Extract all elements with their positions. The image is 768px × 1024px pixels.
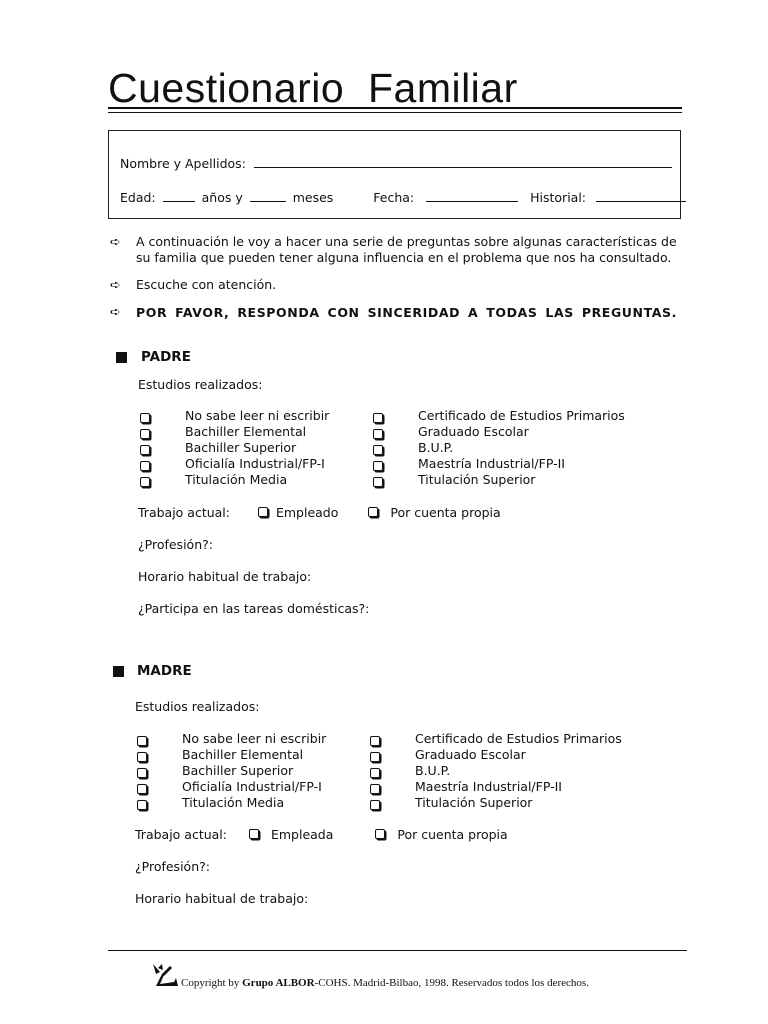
study-option: Certificado de Estudios Primarios bbox=[415, 731, 622, 746]
checkbox-icon[interactable] bbox=[140, 429, 150, 439]
copyright-text bbox=[181, 977, 589, 989]
work-option-self: Por cuenta propia bbox=[390, 505, 501, 520]
checkbox-icon[interactable] bbox=[373, 461, 383, 471]
checkbox-icon[interactable] bbox=[370, 752, 380, 762]
months-label: meses bbox=[292, 190, 334, 205]
madre-schedule: Horario habitual de trabajo: bbox=[135, 891, 309, 906]
checkbox-icon[interactable] bbox=[258, 507, 268, 517]
study-option: Oficialía Industrial/FP-I bbox=[185, 456, 325, 471]
madre-work-row bbox=[135, 827, 508, 842]
work-label: Trabajo actual: bbox=[135, 827, 227, 842]
study-option: Titulación Superior bbox=[418, 472, 536, 487]
albor-logo-icon bbox=[150, 962, 180, 994]
study-option: Bachiller Superior bbox=[182, 763, 294, 778]
study-option: Graduado Escolar bbox=[415, 747, 526, 762]
arrow-right-icon: ➪ bbox=[110, 305, 121, 320]
checkbox-icon[interactable] bbox=[370, 768, 380, 778]
checkbox-icon[interactable] bbox=[373, 477, 383, 487]
instruction-3: POR FAVOR, RESPONDA CON SINCERIDAD A TODAS LAS PREGUNTAS. bbox=[136, 305, 677, 320]
study-option: Graduado Escolar bbox=[418, 424, 529, 439]
checkbox-icon[interactable] bbox=[137, 736, 147, 746]
checkbox-icon[interactable] bbox=[140, 477, 150, 487]
checkbox-icon[interactable] bbox=[370, 736, 380, 746]
study-option: B.U.P. bbox=[415, 763, 451, 778]
study-option: Bachiller Superior bbox=[185, 440, 297, 455]
title-rule-thin bbox=[108, 112, 682, 113]
padre-domestic: ¿Participa en las tareas domésticas?: bbox=[138, 601, 370, 616]
history-field[interactable] bbox=[596, 189, 686, 202]
age-label: Edad: bbox=[120, 190, 156, 205]
arrow-right-icon: ➪ bbox=[110, 235, 121, 250]
padre-studies-left bbox=[140, 408, 330, 488]
copyright-prefix: Copyright by bbox=[181, 977, 243, 989]
patient-info-box bbox=[108, 130, 681, 219]
title-rule bbox=[108, 107, 682, 109]
madre-studies-right bbox=[370, 731, 622, 811]
instruction-2: Escuche con atención. bbox=[136, 277, 277, 292]
page-title: Cuestionario Familiar bbox=[108, 65, 518, 111]
date-label: Fecha: bbox=[373, 190, 415, 205]
checkbox-icon[interactable] bbox=[137, 752, 147, 762]
study-option: Bachiller Elemental bbox=[185, 424, 307, 439]
checkbox-icon[interactable] bbox=[249, 829, 259, 839]
age-months-field[interactable] bbox=[250, 189, 286, 202]
padre-heading: PADRE bbox=[141, 349, 191, 365]
checkbox-icon[interactable] bbox=[370, 784, 380, 794]
work-option-self: Por cuenta propia bbox=[397, 827, 508, 842]
madre-profession: ¿Profesión?: bbox=[135, 859, 210, 874]
checkbox-icon[interactable] bbox=[373, 413, 383, 423]
footer-rule bbox=[108, 950, 687, 951]
checkbox-icon[interactable] bbox=[373, 445, 383, 455]
padre-schedule: Horario habitual de trabajo: bbox=[138, 569, 312, 584]
study-option: Titulación Superior bbox=[415, 795, 533, 810]
checkbox-icon[interactable] bbox=[137, 800, 147, 810]
padre-work-row bbox=[138, 505, 501, 520]
study-option: B.U.P. bbox=[418, 440, 454, 455]
age-years-field[interactable] bbox=[163, 189, 195, 202]
checkbox-icon[interactable] bbox=[373, 429, 383, 439]
checkbox-icon[interactable] bbox=[368, 507, 378, 517]
checkbox-icon[interactable] bbox=[370, 800, 380, 810]
madre-heading: MADRE bbox=[137, 663, 192, 679]
study-option: Maestría Industrial/FP-II bbox=[415, 779, 562, 794]
checkbox-icon[interactable] bbox=[140, 461, 150, 471]
study-option: No sabe leer ni escribir bbox=[185, 408, 330, 423]
name-label: Nombre y Apellidos: bbox=[120, 156, 246, 171]
square-bullet-icon bbox=[116, 352, 127, 363]
padre-profession: ¿Profesión?: bbox=[138, 537, 213, 552]
copyright-rest: -COHS. Madrid-Bilbao, 1998. Reservados todos los derechos. bbox=[314, 977, 589, 989]
study-option: Titulación Media bbox=[182, 795, 285, 810]
padre-studies-right bbox=[373, 408, 625, 488]
square-bullet-icon bbox=[113, 666, 124, 677]
study-option: Maestría Industrial/FP-II bbox=[418, 456, 565, 471]
study-option: Titulación Media bbox=[185, 472, 288, 487]
work-option-employed: Empleado bbox=[275, 505, 339, 520]
work-option-employed: Empleada bbox=[270, 827, 334, 842]
name-row bbox=[120, 155, 672, 171]
study-option: No sabe leer ni escribir bbox=[182, 731, 327, 746]
history-label: Historial: bbox=[530, 190, 587, 205]
arrow-right-icon: ➪ bbox=[110, 278, 121, 293]
date-field[interactable] bbox=[426, 189, 518, 202]
publisher-name: Grupo ALBOR bbox=[242, 977, 315, 989]
madre-studies-label: Estudios realizados: bbox=[135, 699, 260, 714]
study-option: Oficialía Industrial/FP-I bbox=[182, 779, 322, 794]
age-date-row bbox=[120, 189, 686, 205]
checkbox-icon[interactable] bbox=[140, 413, 150, 423]
instruction-1: A continuación le voy a hacer una serie de preguntas sobre algunas características de su familia que pueden tener alguna influencia en el problema que nos ha consultado. bbox=[136, 234, 677, 265]
checkbox-icon[interactable] bbox=[137, 768, 147, 778]
study-option: Bachiller Elemental bbox=[182, 747, 304, 762]
madre-studies-left bbox=[137, 731, 327, 811]
padre-studies-label: Estudios realizados: bbox=[138, 377, 263, 392]
study-option: Certificado de Estudios Primarios bbox=[418, 408, 625, 423]
name-field[interactable] bbox=[254, 155, 672, 168]
checkbox-icon[interactable] bbox=[137, 784, 147, 794]
checkbox-icon[interactable] bbox=[375, 829, 385, 839]
checkbox-icon[interactable] bbox=[140, 445, 150, 455]
work-label: Trabajo actual: bbox=[138, 505, 230, 520]
years-label: años y bbox=[201, 190, 243, 205]
